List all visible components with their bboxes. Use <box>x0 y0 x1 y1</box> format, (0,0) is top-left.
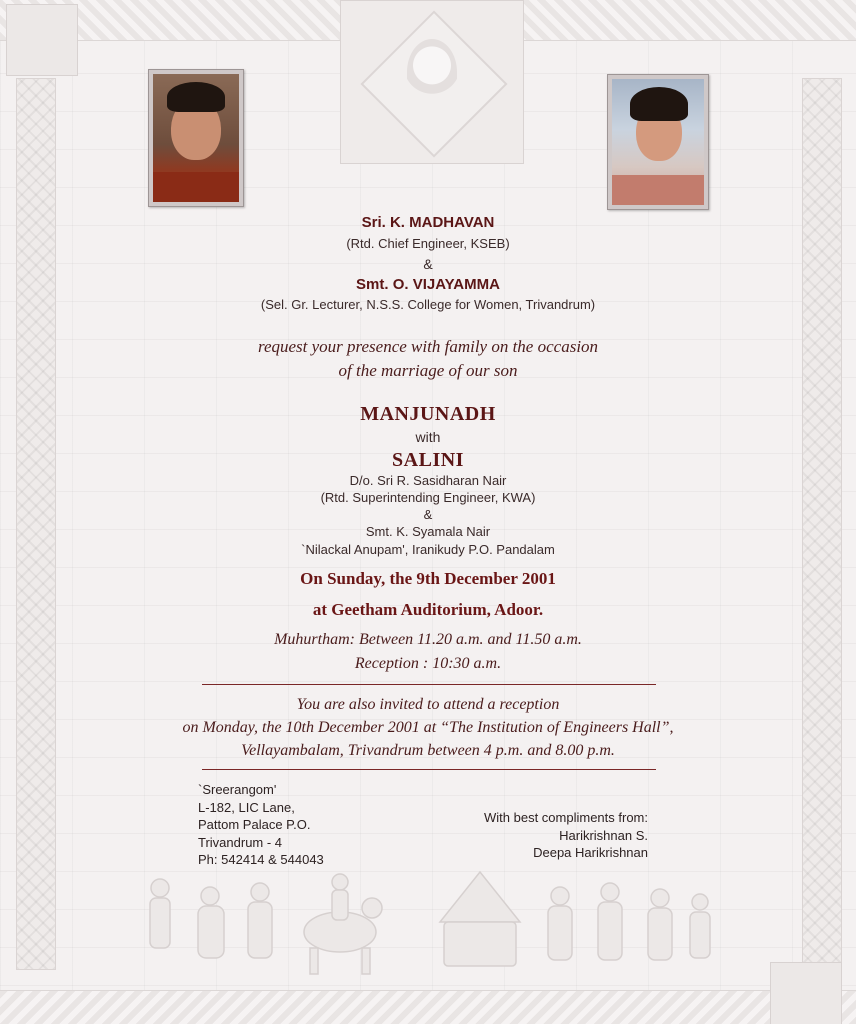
wedding-procession-emboss-icon <box>140 862 720 982</box>
corner-ornament-icon <box>6 4 78 76</box>
ganesha-figure <box>407 39 457 105</box>
invitation-line-1: request your presence with family on the occasion <box>257 337 599 356</box>
groom-photo-frame <box>148 69 244 207</box>
bride-father-title: (Rtd. Superintending Engineer, KWA) <box>320 490 536 505</box>
bottom-decorative-border <box>0 990 856 1024</box>
event-venue: at Geetham Auditorium, Adoor. <box>312 600 544 619</box>
groom-photo <box>153 74 239 202</box>
address-line: Pattom Palace P.O. <box>198 817 311 832</box>
address-line: Ph: 542414 & 544043 <box>198 852 324 867</box>
second-reception-line-3: Vellayambalam, Trivandrum between 4 p.m. and 8.00 p.m. <box>241 742 615 759</box>
compliments-name: Harikrishnan S. <box>559 827 648 843</box>
compliments-block <box>440 809 648 862</box>
mother-title: (Sel. Gr. Lecturer, N.S.S. College for Women, Trivandrum) <box>260 297 596 312</box>
compliments-name: Deepa Harikrishnan <box>533 845 648 860</box>
divider-top <box>202 684 656 685</box>
reception-time: Reception : 10:30 a.m. <box>354 655 502 672</box>
sender-address <box>198 781 324 869</box>
with-word: with <box>415 429 441 445</box>
divider-bottom <box>202 769 656 770</box>
bride-address: `Nilackal Anupam', Iranikudy P.O. Pandalam <box>301 542 555 557</box>
parents-ampersand: & <box>423 256 433 272</box>
bride-photo <box>612 79 704 205</box>
second-reception-line-2: on Monday, the 10th December 2001 at “The Institution of Engineers Hall”, <box>182 719 674 736</box>
invitation-line-2: of the marriage of our son <box>338 361 518 380</box>
muhurtham-time: Muhurtham: Between 11.20 a.m. and 11.50 a.m. <box>274 631 582 648</box>
corner-ornament-icon <box>770 962 842 1024</box>
address-line: L-182, LIC Lane, <box>198 799 295 815</box>
second-reception-line-1: You are also invited to attend a reception <box>296 696 560 713</box>
father-name: Sri. K. MADHAVAN <box>361 214 495 231</box>
compliments-heading: With best compliments from: <box>484 810 648 825</box>
mother-name: Smt. O. VIJAYAMMA <box>356 276 500 293</box>
bride-father: D/o. Sri R. Sasidharan Nair <box>349 473 507 488</box>
address-line: `Sreerangom' <box>198 782 277 797</box>
bride-photo-frame <box>607 74 709 210</box>
bride-mother: Smt. K. Syamala Nair <box>365 524 491 539</box>
father-title: (Rtd. Chief Engineer, KSEB) <box>346 236 510 251</box>
bride-name: SALINI <box>392 449 464 471</box>
bride-parents-ampersand: & <box>423 507 433 522</box>
groom-name: MANJUNADH <box>360 403 496 425</box>
address-line: Trivandrum - 4 <box>198 834 283 850</box>
ganesha-emboss-icon <box>340 0 524 164</box>
event-date: On Sunday, the 9th December 2001 <box>300 569 556 588</box>
